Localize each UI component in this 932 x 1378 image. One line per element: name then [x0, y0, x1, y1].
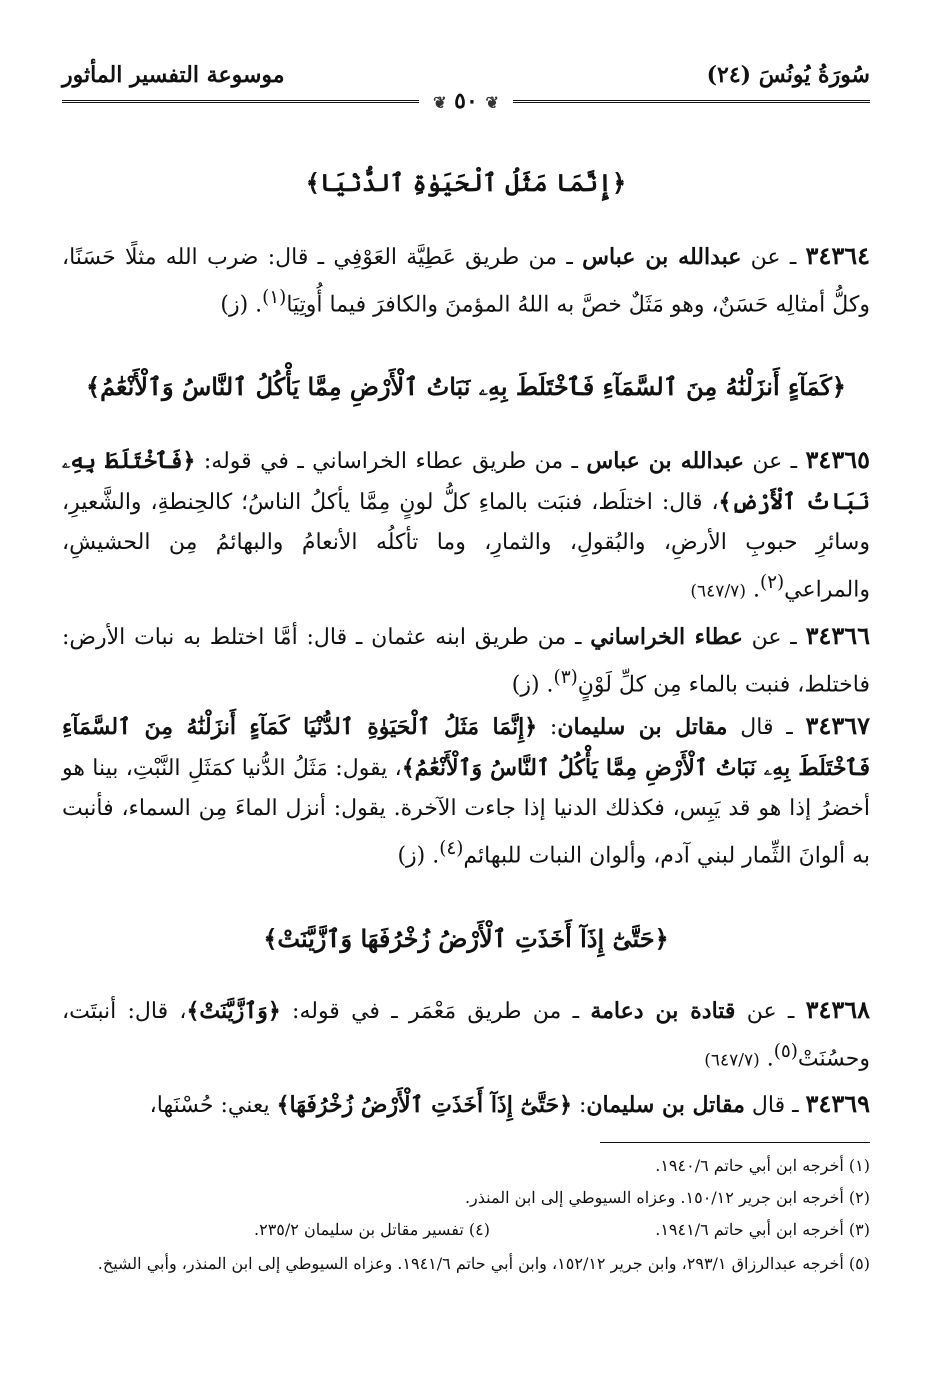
- entry-text: ، قال: اختلَط، فنبَت بالماءِ كلُّ لونٍ مِمَّا يأكلُ الناسُ؛ كالحِنطةِ، والشَّعيرِ، وسائرِ حبوبِ الأرضِ، والبُقولِ، والثمارِ، وما تأكلُه الأنعامُ والبهائمُ مِن الحشيشِ، والمراعي: [62, 490, 870, 603]
- entry-text: ـ من طريق ابنه عثمان ـ قال: أمَّا اختلط به نبات الأرض: فاختلط، فنبت بالماء مِن كلِّ لَوْنٍ: [62, 625, 870, 698]
- entry-text: ـ عن: [743, 449, 798, 474]
- entry-tail: .: [759, 1046, 774, 1072]
- book-title: موسوعة التفسير المأثور: [62, 62, 285, 88]
- narrator-name: قتادة بن دعامة: [590, 998, 736, 1024]
- entry-number: ٣٤٣٦٩: [805, 1089, 870, 1118]
- entry-34365: [62, 440, 870, 611]
- footnote-marker: (٥): [773, 1041, 798, 1062]
- footnote-3: (٣) أخرجه ابن أبي حاتم ١٩٤١/٦.: [655, 1220, 870, 1239]
- narrator-name: عبدالله بن عباس: [582, 244, 742, 270]
- entry-text: ـ قال: [727, 715, 793, 740]
- entry-text: ـ عن: [735, 999, 795, 1024]
- quran-quote: ﴿إِنَّمَا مَثَلُ ٱلْحَيَوٰةِ ٱلدُّنْيَا كَمَآءٍ أَنزَلْنَٰهُ مِنَ ٱلسَّمَآءِ فَٱخْتَلَطَ بِهِۦ نَبَاتُ ٱلْأَرْضِ مِمَّا يَأْكُلُ ٱلنَّاسُ وَٱلْأَنْعَٰمُ﴾: [62, 714, 871, 781]
- footnote-marker: (٤): [439, 838, 464, 859]
- entry-text: يعني: حُسْنَها،: [149, 1093, 277, 1118]
- entry-text: ـ قال: [744, 1093, 799, 1118]
- entry-text: ـ عن: [742, 625, 797, 650]
- footnote-marker: (٢): [759, 572, 785, 593]
- page-number: ٥٠: [454, 88, 478, 114]
- entry-number: ٣٤٣٦٥: [805, 445, 870, 474]
- entry-text: ، يقول: مَثَلُ الدُّنيا كمَثَلِ النَّبْتِ، بينا هو أخضرُ إذا هو قد يَبِس، فكذلك الدنيا إذا جاءت الآخرة. يقول: أنزل الماءَ مِن السماء، فأنبت به ألوانَ الثِّمار لبني آدم، وألوان النبات للبهائم: [62, 756, 870, 869]
- entry-text: :: [537, 715, 558, 740]
- narrator-name: مقاتل بن سليمان: [557, 714, 728, 740]
- book-page: [62, 0, 870, 1378]
- footnote-marker: (٣): [553, 667, 578, 688]
- entry-tail: . (ز): [511, 672, 554, 698]
- quran-quote: ﴿وَٱزَّيَّنَتْ﴾: [186, 998, 281, 1024]
- entry-tail: . (ز): [220, 292, 263, 318]
- narrator-name: عطاء الخراساني: [590, 624, 743, 650]
- ornament-icon: ❦: [433, 93, 447, 112]
- entry-text: ، قال: أنبتَت، وحسُنَتْ: [62, 999, 870, 1072]
- entry-text: :: [571, 1093, 587, 1118]
- entry-34368: [62, 990, 870, 1080]
- page-number-block: [62, 88, 870, 118]
- entry-number: ٣٤٣٦٤: [805, 241, 870, 270]
- footnote-marker: (١): [262, 287, 287, 308]
- quran-quote: ﴿فَٱخْتَلَطَ بِهِۦ نَبَاتُ ٱلْأَرْضِ﴾: [62, 448, 870, 515]
- entry-34366: [62, 616, 870, 705]
- ayah-heading: ﴿حَتَّىٰٓ إِذَآ أَخَذَتِ ٱلْأَرْضُ زُخْرُفَهَا وَٱزَّيَّنَتْ﴾: [263, 924, 669, 953]
- entry-tail: . (ز): [397, 843, 440, 869]
- narrator-name: مقاتل بن سليمان: [586, 1092, 745, 1118]
- footnote-5: (٥) أخرجه عبدالرزاق ٢٩٣/١، وابن جرير ١٥٢/١٢، وابن أبي حاتم ١٩٤١/٦. وعزاه السيوطي إلى ابن المنذر، وأبي الشيخ.: [97, 1254, 870, 1273]
- entry-34367: [62, 706, 870, 876]
- footnote-4: (٤) تفسير مقاتل بن سليمان ٢٣٥/٢.: [254, 1220, 490, 1239]
- ayah-heading: ﴿كَمَآءٍ أَنزَلْنَٰهُ مِنَ ٱلسَّمَآءِ فَٱخْتَلَطَ بِهِۦ نَبَاتُ ٱلْأَرْضِ مِمَّا يَأْكُلُ ٱلنَّاسُ وَٱلْأَنْعَٰمُ﴾: [86, 372, 846, 401]
- entry-text: ـ من طريق مَعْمَر ـ في قوله:: [280, 999, 591, 1024]
- quran-quote: ﴿حَتَّىٰٓ إِذَآ أَخَذَتِ ٱلْأَرْضُ زُخْرُفَهَا﴾: [276, 1092, 572, 1118]
- entry-text: ـ من طريق عطاء الخراساني ـ في قوله:: [195, 449, 587, 474]
- ayah-heading: ﴿إِنَّمَا مَثَلُ ٱلْحَيَوٰةِ ٱلدُّنْيَا﴾: [305, 168, 627, 197]
- footnote-rule: [600, 1142, 870, 1143]
- narrator-name: عبدالله بن عباس: [586, 448, 744, 474]
- ornament-icon: ❦: [485, 93, 499, 112]
- entry-tail: .: [745, 577, 760, 603]
- entry-number: ٣٤٣٦٨: [805, 995, 871, 1024]
- surah-title: سُورَةُ يُونُسَ (٢٤): [706, 62, 870, 88]
- entry-number: ٣٤٣٦٧: [805, 711, 870, 740]
- footnote-2: (٢) أخرجه ابن جرير ١٥٠/١٢. وعزاه السيوطي إلى ابن المنذر.: [464, 1188, 870, 1207]
- entry-text: ـ عن: [741, 245, 797, 270]
- entry-34369: [62, 1084, 870, 1126]
- volume-reference: (٦٤٧/٧): [704, 1050, 760, 1071]
- entry-34364: [62, 236, 870, 325]
- footnote-1: (١) أخرجه ابن أبي حاتم ١٩٤٠/٦.: [655, 1156, 870, 1175]
- entry-number: ٣٤٣٦٦: [805, 621, 871, 650]
- entry-text: ـ من طريق عَطِيَّة العَوْفِي ـ قال: ضرب الله مثلًا حَسَنًا، وكلُّ أمثالِه حَسَنٌ، وهو مَثَلٌ خصَّ به اللهُ المؤمنَ والكافرَ فيما أُوتِيَا: [62, 245, 870, 318]
- volume-reference: (٦٤٧/٧): [690, 581, 746, 602]
